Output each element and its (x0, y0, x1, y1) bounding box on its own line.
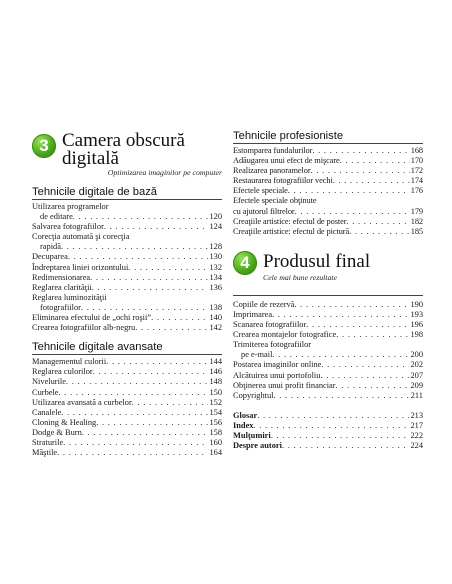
toc-entry (32, 273, 222, 283)
toc-entry-page: 179 (410, 206, 423, 216)
toc-entry-page: 198 (410, 330, 423, 340)
toc-leader-dots (81, 303, 209, 313)
toc-entry-page: 170 (410, 156, 423, 166)
chapter4-subtitle: Cele mai bune rezultate (263, 272, 337, 282)
toc-entry-page: 148 (209, 377, 222, 387)
toc-entry-page: 156 (209, 417, 222, 427)
chapter3-header (32, 130, 222, 180)
toc-entry-page: 168 (410, 146, 423, 155)
toc-entry-title: Adăugarea unui efect de mişcare (233, 156, 340, 166)
chapter3-title-line2: digitală (62, 148, 119, 169)
chapter3-number-badge: 3 (32, 134, 56, 158)
toc-entry-page: 140 (209, 313, 222, 323)
toc-entry-title: Copiile de rezervă (233, 299, 295, 309)
toc-entry-title: Utilizarea programelor (32, 202, 109, 211)
toc-entry (32, 313, 222, 323)
toc-entry (32, 303, 222, 313)
toc-entry (32, 293, 222, 303)
toc-entry-page: 213 (410, 410, 423, 420)
toc-entry-page: 124 (209, 222, 222, 232)
toc-entry (233, 391, 423, 401)
toc-entry-title: Nivelurile (32, 377, 66, 387)
toc-entry (233, 330, 423, 340)
toc-leader-dots (306, 320, 409, 330)
toc-entry (32, 398, 222, 408)
toc-entry (32, 242, 222, 252)
toc-entry-page: 144 (209, 357, 222, 367)
toc-entry-title: Glosar (233, 410, 258, 420)
toc-list (32, 202, 222, 333)
toc-entry (32, 388, 222, 398)
toc-entry (233, 217, 423, 227)
toc-entry-page: 120 (209, 212, 222, 222)
toc-entry-page: 190 (410, 299, 423, 309)
toc-leader-dots (151, 313, 208, 323)
toc-leader-dots (257, 411, 409, 421)
toc-leader-dots (336, 330, 409, 340)
toc-entry-page: 176 (410, 186, 423, 196)
toc-entry-page: 160 (209, 437, 222, 447)
toc-entry-page: 142 (209, 323, 222, 333)
toc-entry-title: Straturile (32, 437, 64, 447)
toc-entry-title: Despre autori (233, 441, 282, 451)
toc-entry-title: Crearea montajelor fotografice (233, 330, 337, 340)
toc-entry-title: Restaurarea fotografiilor vechi (233, 176, 333, 186)
toc-entry (233, 381, 423, 391)
toc-entry (32, 212, 222, 222)
toc-entry-title: Trimiterea fotografiilor (233, 340, 312, 350)
toc-entry (233, 411, 423, 421)
toc-entry-page: 154 (209, 407, 222, 417)
toc-leader-dots (311, 166, 410, 176)
toc-entry-title: Estomparea fundalurilor (233, 146, 313, 155)
toc-entry-title: Postarea imaginilor online (233, 360, 322, 370)
toc-entry (32, 428, 222, 438)
toc-leader-dots (61, 408, 208, 418)
toc-entry (233, 207, 423, 217)
toc-entry-title: de editare (40, 212, 73, 222)
toc-entry-title: cu ajutorul filtrelor (233, 206, 295, 216)
toc-entry (233, 350, 423, 360)
toc-entry-title: Curbele (32, 387, 59, 397)
toc-entry-page: 200 (410, 350, 423, 360)
toc-leader-dots (104, 222, 209, 232)
toc-entry-title: Măştile (32, 448, 58, 458)
chapter3-subtitle: Optimizarea imaginilor pe computer (107, 168, 222, 177)
toc-leader-dots (66, 377, 208, 387)
section-back-matter (233, 411, 423, 451)
section-heading: Tehnicile digitale de bază (32, 186, 222, 200)
toc-leader-dots (272, 310, 409, 320)
toc-entry-page: 128 (209, 242, 222, 252)
toc-leader-dots (333, 176, 410, 186)
toc-leader-dots (68, 252, 209, 262)
toc-entry-page: 150 (209, 387, 222, 397)
toc-entry (32, 232, 222, 242)
toc-entry (233, 441, 423, 451)
left-column (32, 130, 222, 458)
toc-entry-title: Creaţiile artistice: efectul de poster (233, 216, 347, 226)
toc-entry-title: Creaţiile artistice: efectul de pictură (233, 226, 350, 236)
toc-leader-dots (61, 242, 209, 252)
toc-leader-dots (320, 371, 409, 381)
toc-leader-dots (63, 438, 208, 448)
toc-leader-dots (346, 217, 409, 227)
toc-leader-dots (90, 273, 208, 283)
toc-entry-page: 209 (410, 380, 423, 390)
toc-entry-title: Utilizarea avansată a curbelor (32, 397, 132, 407)
toc-entry (32, 448, 222, 458)
toc-entry-title: Efectele speciale obţinute (233, 196, 317, 206)
toc-leader-dots (340, 156, 410, 166)
toc-entry-title: Crearea fotografiilor alb-negru (32, 323, 136, 333)
toc-leader-dots (135, 323, 208, 333)
toc-entry-page: 224 (410, 441, 423, 451)
toc-entry-page: 152 (209, 397, 222, 407)
toc-entry (32, 418, 222, 428)
toc-leader-dots (321, 360, 409, 370)
toc-entry (233, 320, 423, 330)
toc-entry-title: Corecţia automată şi corecţia (32, 232, 130, 242)
chapter4-title: Produsul final (263, 250, 371, 272)
right-column (233, 130, 423, 451)
toc-entry-title: Index (233, 420, 254, 430)
toc-entry (233, 166, 423, 176)
toc-leader-dots (57, 448, 208, 458)
toc-leader-dots (312, 146, 409, 156)
toc-entry-title: rapidă (40, 242, 61, 252)
toc-entry (32, 408, 222, 418)
toc-entry-page: 130 (209, 252, 222, 262)
toc-entry-title: fotografiilor (40, 302, 81, 312)
toc-entry (32, 367, 222, 377)
toc-entry-title: Obţinerea unui profit financiar (233, 380, 336, 390)
toc-entry-title: pe e-mail (241, 350, 273, 360)
toc-entry-page: 207 (410, 370, 423, 380)
toc-entry-title: Îndreptarea liniei orizontului (32, 262, 129, 272)
toc-entry-title: Dodge & Burn (32, 427, 82, 437)
toc-leader-dots (93, 367, 209, 377)
toc-leader-dots (288, 186, 410, 196)
toc-entry-title: Salvarea fotografiilor (32, 222, 104, 232)
toc-entry-title: Imprimarea (233, 309, 273, 319)
section-professional (233, 130, 423, 237)
toc-entry-page: 217 (410, 420, 423, 430)
toc-entry-title: Managementul culorii (32, 357, 107, 367)
toc-entry-title: Eliminarea efectului de „ochi roşii” (32, 313, 152, 323)
toc-entry (32, 222, 222, 232)
toc-leader-dots (273, 391, 409, 401)
toc-entry-page: 164 (209, 448, 222, 458)
toc-entry-title: Decuparea (32, 252, 68, 262)
toc-entry-title: Reglarea luminozităţii (32, 292, 107, 302)
toc-entry (233, 310, 423, 320)
section-advanced (32, 341, 222, 458)
toc-entry (233, 431, 423, 441)
section-heading: Tehnicile digitale avansate (32, 341, 222, 355)
toc-entry (233, 186, 423, 196)
toc-entry-page: 193 (410, 309, 423, 319)
toc-leader-dots (282, 441, 410, 451)
toc-entry-page: 172 (410, 166, 423, 176)
toc-entry-page: 174 (410, 176, 423, 186)
toc-entry-title: Reglarea culorilor (32, 367, 93, 377)
toc-entry (233, 176, 423, 186)
toc-entry (32, 283, 222, 293)
toc-entry-title: Efectele speciale (233, 186, 288, 196)
section-heading: Tehnicile profesioniste (233, 130, 423, 144)
toc-entry (32, 323, 222, 333)
chapter4-number-badge: 4 (233, 251, 257, 275)
toc-entry (233, 371, 423, 381)
toc-entry (233, 156, 423, 166)
toc-entry-title: Canalele (32, 407, 62, 417)
toc-entry-page: 196 (410, 320, 423, 330)
toc-list (233, 146, 423, 237)
toc-entry-page: 202 (410, 360, 423, 370)
toc-entry-page: 182 (410, 216, 423, 226)
toc-entry-page: 185 (410, 226, 423, 236)
toc-entry-page: 134 (209, 272, 222, 282)
toc-entry (32, 357, 222, 367)
toc-entry-title: Copyrightul (233, 390, 274, 400)
toc-entry (233, 360, 423, 370)
toc-entry-page: 138 (209, 302, 222, 312)
toc-entry (233, 227, 423, 237)
toc-leader-dots (96, 418, 208, 428)
chapter3-title-line1: Camera obscură (62, 130, 185, 151)
toc-entry-title: Scanarea fotografiilor (233, 320, 307, 330)
toc-entry-title: Alcătuirea unui portofoliu (233, 370, 321, 380)
toc-leader-dots (336, 381, 410, 391)
toc-leader-dots (73, 212, 209, 222)
toc-entry-title: Realizarea panoramelor (233, 166, 311, 176)
toc-entry (32, 263, 222, 273)
toc-leader-dots (294, 300, 409, 310)
toc-leader-dots (132, 398, 209, 408)
toc-entry-page: 158 (209, 427, 222, 437)
toc-entry (233, 421, 423, 431)
toc-entry-title: Reglarea clarităţii (32, 282, 92, 292)
toc-leader-dots (92, 283, 209, 293)
toc-entry (233, 340, 423, 350)
toc-entry (32, 377, 222, 387)
toc-leader-dots (295, 207, 410, 217)
toc-entry (233, 196, 423, 206)
toc-leader-dots (253, 421, 409, 431)
toc-entry-title: Redimensionarea (32, 272, 91, 282)
toc-leader-dots (59, 388, 209, 398)
toc-list (233, 300, 423, 401)
toc-list (32, 357, 222, 458)
section-final (233, 295, 423, 401)
toc-leader-dots (272, 350, 409, 360)
toc-entry (32, 252, 222, 262)
toc-entry-page: 222 (410, 430, 423, 440)
toc-entry (32, 438, 222, 448)
toc-entry-page: 132 (209, 262, 222, 272)
toc-entry-page: 146 (209, 367, 222, 377)
toc-entry-title: Cloning & Healing (32, 417, 97, 427)
section-basic (32, 186, 222, 333)
toc-leader-dots (128, 263, 208, 273)
toc-leader-dots (106, 357, 208, 367)
toc-list (233, 411, 423, 451)
toc-entry-title: Mulţumiri (233, 430, 271, 440)
chapter4-header (233, 251, 423, 289)
toc-entry-page: 136 (209, 282, 222, 292)
toc-leader-dots (349, 227, 410, 237)
toc-entry (233, 300, 423, 310)
toc-entry (233, 146, 423, 156)
toc-leader-dots (271, 431, 410, 441)
toc-entry (32, 202, 222, 212)
toc-leader-dots (82, 428, 209, 438)
toc-entry-page: 211 (410, 390, 423, 400)
